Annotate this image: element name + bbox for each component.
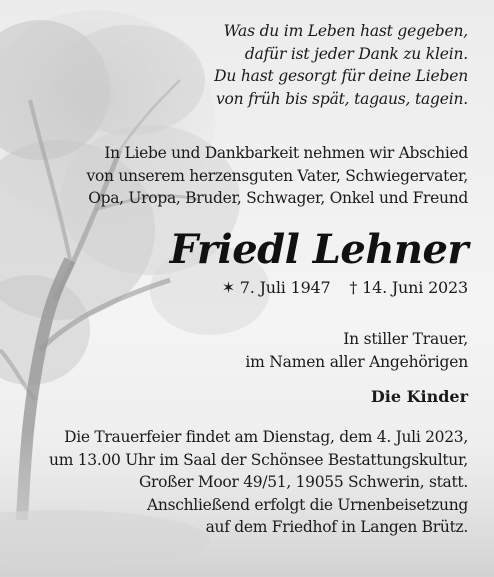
funeral-line: Die Trauerfeier findet am Dienstag, dem 4. Juli 2023,: [64, 428, 468, 446]
intro-line: Opa, Uropa, Bruder, Schwager, Onkel und Freund: [88, 189, 468, 207]
intro-line: von unserem herzensguten Vater, Schwiegervater,: [86, 166, 468, 185]
life-dates: [222, 276, 468, 300]
funeral-line: um 13.00 Uhr im Saal der Schönsee Bestattungskultur,: [49, 450, 468, 469]
signature: Die Kinder: [370, 387, 468, 406]
death-date: † 14. Juni 2023: [349, 278, 468, 297]
poem-line: Was du im Leben hast gegeben,: [223, 22, 468, 40]
deceased-name: Friedl Lehner: [169, 226, 468, 273]
poem-line: Du hast gesorgt für deine Lieben: [214, 67, 468, 85]
mourners-block: [245, 328, 468, 373]
funeral-details: [49, 426, 468, 539]
poem: [214, 20, 468, 110]
farewell-intro: [87, 142, 468, 210]
funeral-line: Anschließend erfolgt die Urnenbeisetzung: [147, 495, 468, 514]
intro-line: In Liebe und Dankbarkeit nehmen wir Abschied: [104, 144, 468, 162]
birth-date: ✶ 7. Juli 1947: [221, 278, 331, 297]
mourning-line: im Namen aller Angehörigen: [245, 352, 468, 371]
funeral-line: Großer Moor 49/51, 19055 Schwerin, statt.: [138, 473, 468, 491]
mourning-line: In stiller Trauer,: [343, 330, 468, 348]
poem-line: dafür ist jeder Dank zu klein.: [244, 44, 468, 63]
funeral-line: auf dem Friedhof in Langen Brütz.: [205, 518, 468, 536]
poem-line: von früh bis spät, tagaus, tagein.: [215, 89, 468, 108]
